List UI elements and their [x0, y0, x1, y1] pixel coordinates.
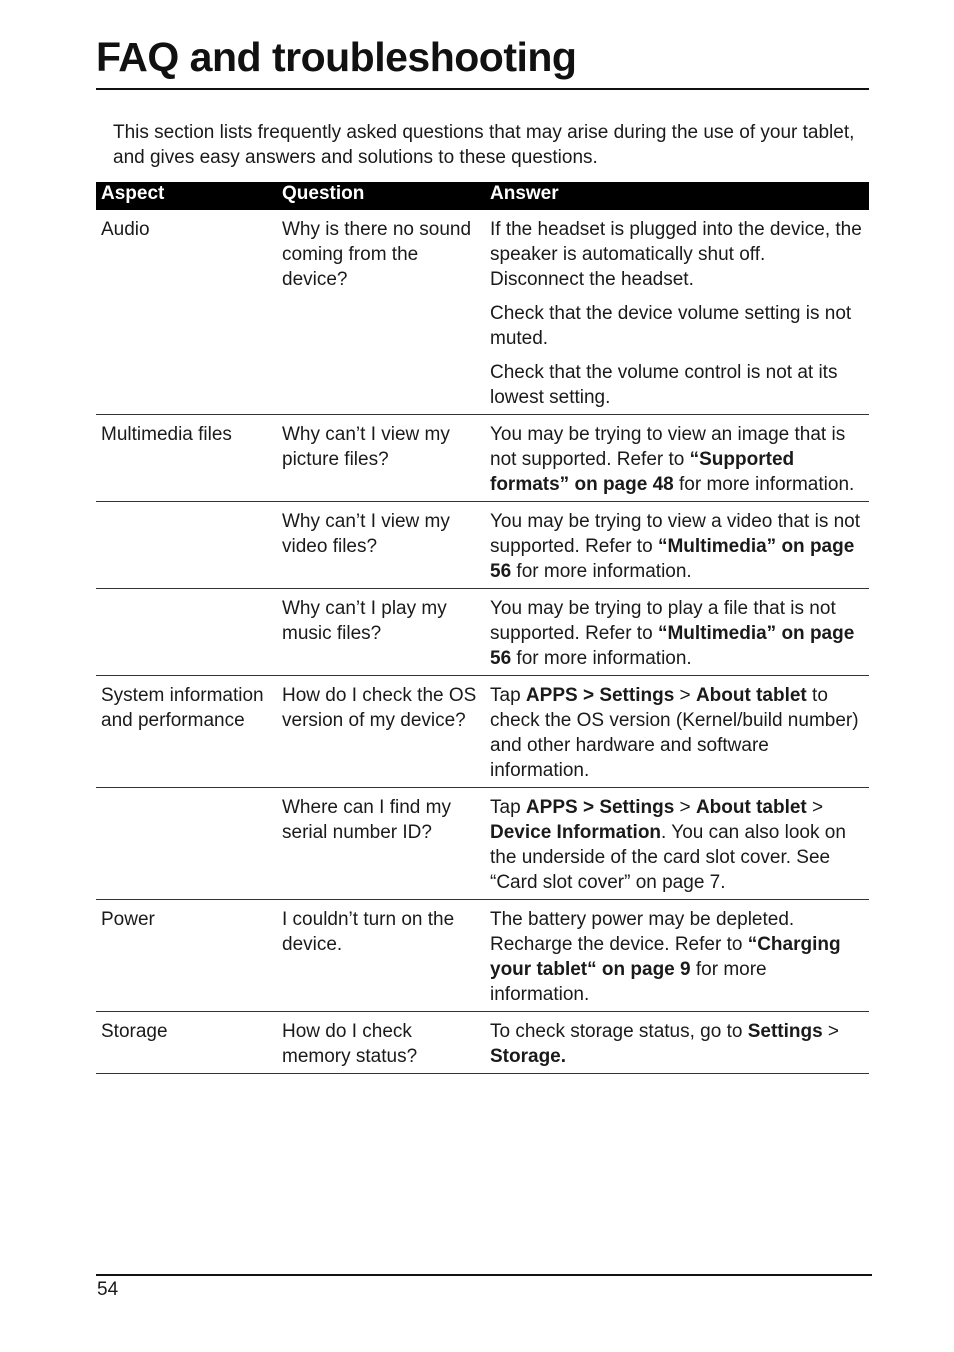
table-row [96, 676, 869, 788]
answer-text: for more information. [673, 474, 855, 495]
table-row [96, 788, 869, 900]
faq-table-body [96, 210, 869, 1074]
answer-emphasis: APPS > Settings [525, 797, 675, 818]
answer-emphasis: “Charging your tablet“ on page 9 [490, 934, 841, 980]
table-row [96, 1012, 869, 1074]
answer-paragraph [490, 509, 863, 584]
answer-cell [485, 415, 869, 502]
answer-cell [485, 788, 869, 900]
answer-emphasis: About tablet [695, 797, 807, 818]
table-row [96, 900, 869, 1012]
answer-paragraph [490, 795, 863, 895]
answer-text: > [674, 797, 696, 818]
answer-text: for more information. [511, 561, 692, 582]
page-title: FAQ and troubleshooting [96, 34, 577, 80]
question-cell: Why can’t I view my video files? [277, 502, 485, 589]
answer-cell [485, 502, 869, 589]
answer-text: You may be trying to view a video that is not supported. Refer to [490, 511, 861, 557]
aspect-cell [96, 589, 277, 676]
aspect-cell: Storage [96, 1012, 277, 1074]
question-cell: Why can’t I view my picture files? [277, 415, 485, 502]
answer-text: . You can also look on the underside of the card slot cover. See “Card slot cover” on page 7. [490, 822, 846, 893]
question-cell: How do I check memory status? [277, 1012, 485, 1074]
answer-text: for more information. [490, 959, 767, 1005]
answer-text: Check that the volume control is not at its lowest setting. [490, 362, 838, 408]
answer-text: > [806, 797, 824, 818]
answer-paragraph [490, 301, 863, 351]
answer-cell [485, 676, 869, 788]
footer-divider [96, 1274, 872, 1276]
answer-cell [485, 589, 869, 676]
answer-emphasis: “Multimedia” on page 56 [490, 623, 855, 669]
answer-emphasis: “Multimedia” on page 56 [490, 536, 855, 582]
header-row [96, 182, 869, 210]
answer-text: to check the OS version (Kernel/build number) and other hardware and software information. [490, 685, 859, 781]
answer-text: If the headset is plugged into the device, the speaker is automatically shut off. Disconnect the headset. [490, 219, 862, 290]
answer-emphasis: Device Information [490, 822, 662, 843]
aspect-cell: Power [96, 900, 277, 1012]
column-header-question: Question [277, 182, 485, 210]
title-divider [96, 88, 869, 90]
aspect-cell: Audio [96, 210, 277, 415]
answer-text: for more information. [511, 648, 692, 669]
table-row [96, 415, 869, 502]
column-header-answer: Answer [485, 182, 869, 210]
answer-emphasis: Storage. [490, 1046, 567, 1067]
aspect-cell [96, 502, 277, 589]
answer-paragraph [490, 596, 863, 671]
question-cell: I couldn’t turn on the device. [277, 900, 485, 1012]
answer-paragraph [490, 683, 863, 783]
column-header-aspect: Aspect [96, 182, 277, 210]
answer-text: The battery power may be depleted. Recharge the device. Refer to [490, 909, 795, 955]
answer-paragraph [490, 360, 863, 410]
table-row [96, 502, 869, 589]
question-cell: Why can’t I play my music files? [277, 589, 485, 676]
intro-paragraph: This section lists frequently asked questions that may arise during the use of your tablet, and gives easy answers and solutions to these questions. [113, 122, 855, 168]
answer-text: Tap [490, 685, 526, 706]
answer-emphasis: APPS > Settings [525, 685, 675, 706]
answer-text: Check that the device volume setting is not muted. [490, 303, 852, 349]
answer-text: > [822, 1021, 840, 1042]
table-row [96, 589, 869, 676]
aspect-cell: System information and performance [96, 676, 277, 788]
answer-text: You may be trying to view an image that is not supported. Refer to [490, 424, 846, 470]
aspect-cell [96, 788, 277, 900]
question-cell: Where can I find my serial number ID? [277, 788, 485, 900]
table-row [96, 210, 869, 415]
answer-cell [485, 1012, 869, 1074]
answer-paragraph [490, 907, 863, 1007]
answer-paragraph [490, 217, 863, 292]
answer-text: Tap [490, 797, 526, 818]
answer-text: You may be trying to play a file that is not supported. Refer to [490, 598, 836, 644]
aspect-cell: Multimedia files [96, 415, 277, 502]
answer-cell [485, 900, 869, 1012]
question-cell: How do I check the OS version of my device? [277, 676, 485, 788]
answer-paragraph [490, 422, 863, 497]
faq-table [96, 182, 869, 1074]
question-cell: Why is there no sound coming from the device? [277, 210, 485, 415]
answer-emphasis: About tablet [695, 685, 807, 706]
answer-emphasis: Settings [747, 1021, 823, 1042]
answer-paragraph [490, 1019, 863, 1069]
answer-cell [485, 210, 869, 415]
faq-table-header [96, 182, 869, 210]
page-number: 54 [97, 1279, 119, 1300]
answer-text: To check storage status, go to [490, 1021, 748, 1042]
answer-text: > [674, 685, 696, 706]
answer-emphasis: “Supported formats” on page 48 [490, 449, 795, 495]
